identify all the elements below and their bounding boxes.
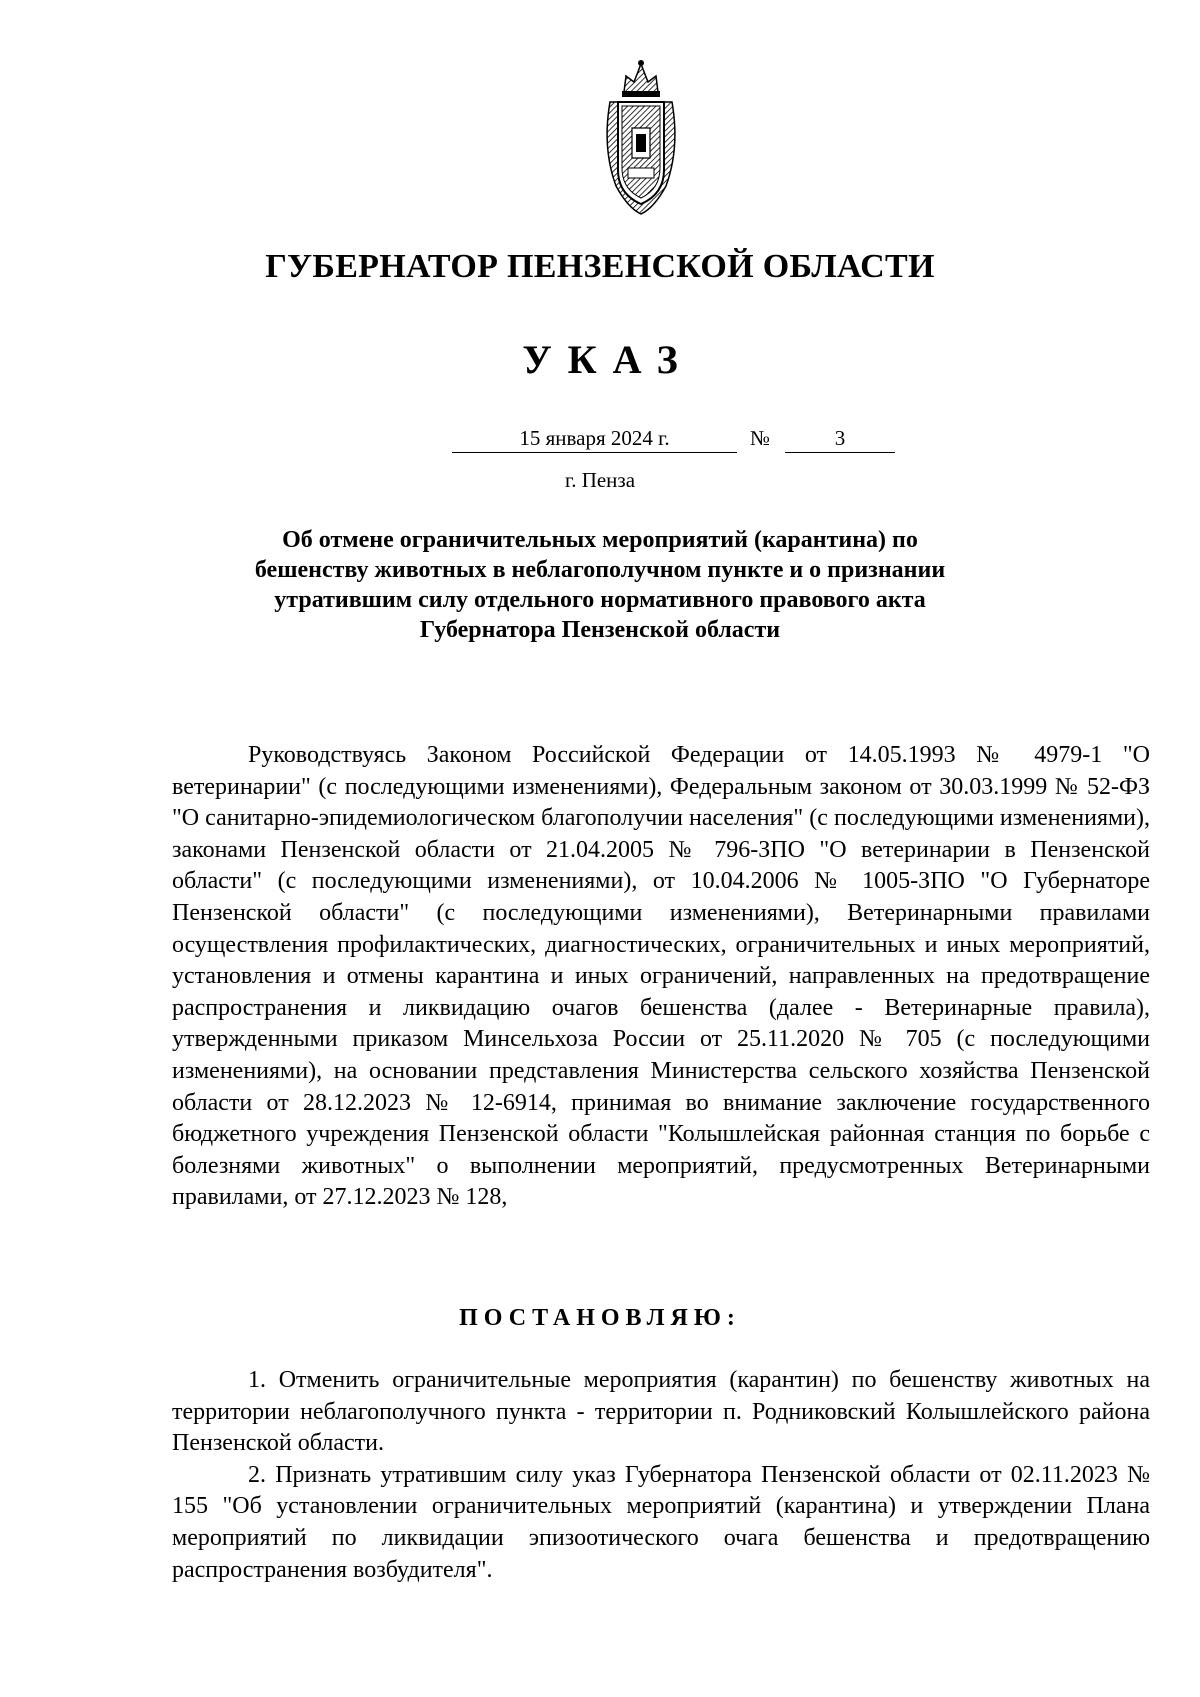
city: г. Пенза (564, 468, 636, 492)
document-number: 3 (785, 425, 895, 453)
date-number-line (0, 425, 1200, 455)
resolution-items (172, 1365, 1150, 1586)
list-item: 2. Признать утратившим силу указ Губернатора Пензенской области от 02.11.2023 № 155 "Об установлении ограничительных мероприятий (карантина) и утверждении Плана мероприятий по ликвидации эпизоотического очага бешенства и предотвращению распространения возбудителя". (172, 1461, 1150, 1583)
coat-of-arms-emblem (596, 58, 686, 218)
document-date: 15 января 2024 г. (452, 425, 737, 453)
number-sign: № (750, 426, 771, 450)
document-type: УКАЗ (522, 337, 694, 382)
document-title: Об отмене ограничительных мероприятий (карантина) по бешенству животных в неблагополучном пункте и о признании утратившим силу отдельного нормативного правового акта Губернатора Пензенской области (254, 527, 946, 643)
preamble-paragraph: Руководствуясь Законом Российской Федерации от 14.05.1993 № 4979-1 "О ветеринарии" (с последующими изменениями), Федеральным законом от 30.03.1999 № 52-ФЗ "О санитарно-эпидемиологическом благополучии населения" (с последующими изменениями), законами Пензенской области от 21.04.2005 № 796-ЗПО "О ветеринарии в Пензенской области" (с последующими изменениями), от 10.04.2006 № 1005-ЗПО "О Губернаторе Пензенской области" (с последующими изменениями), Ветеринарными правилами осуществления профилактических, диагностических, ограничительных и иных мероприятий, установления и отмены карантина и иных ограничений, направленных на предотвращение распространения и ликвидацию очагов бешенства (далее - Ветеринарные правила), утвержденными приказом Минсельхоза России от 25.11.2020 № 705 (с последующими изменениями), на основании представления Министерства сельского хозяйства Пензенской области от 28.12.2023 № 12-6914, принимая во внимание заключение государственного бюджетного учреждения Пензенской области "Колышлейская районная станция по борьбе с болезнями животных" о выполнении мероприятий, предусмотренных Ветеринарными правилами, от 27.12.2023 № 128, (172, 742, 1150, 1211)
list-item: 1. Отменить ограничительные мероприятия (карантин) по бешенству животных на территории неблагополучного пункта - территории п. Родниковский Колышлейского района Пензенской области. (172, 1367, 1150, 1457)
issuing-authority: ГУБЕРНАТОР ПЕНЗЕНСКОЙ ОБЛАСТИ (265, 248, 935, 285)
resolve-heading: ПОСТАНОВЛЯЮ: (459, 1305, 741, 1331)
